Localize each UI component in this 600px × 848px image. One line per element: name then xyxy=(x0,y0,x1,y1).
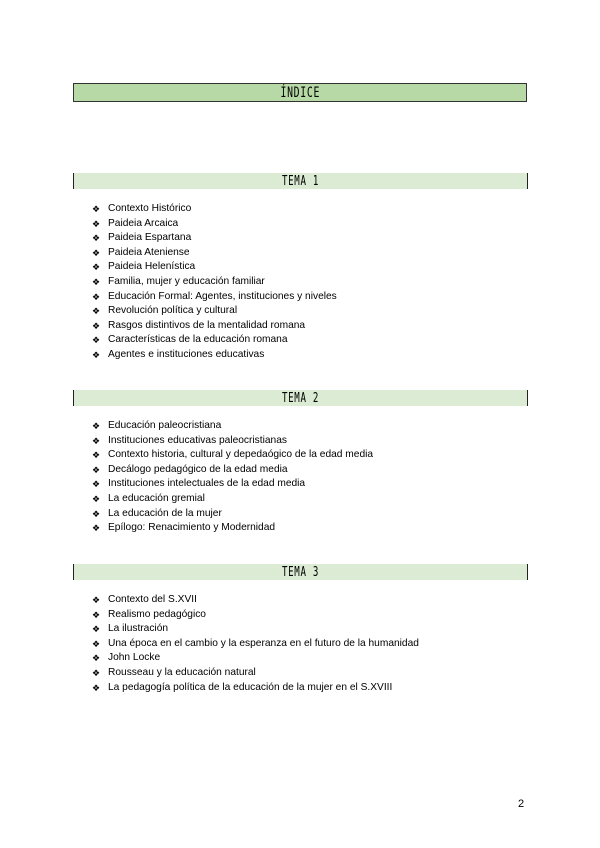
diamond-bullet-icon: ❖ xyxy=(92,291,101,302)
diamond-bullet-icon: ❖ xyxy=(92,508,101,519)
list-item xyxy=(92,651,419,666)
list-item-text: Familia, mujer y educación familiar xyxy=(108,275,265,287)
list-item xyxy=(92,622,419,637)
diamond-bullet-icon: ❖ xyxy=(92,653,101,664)
diamond-bullet-icon: ❖ xyxy=(92,595,101,605)
diamond-bullet-icon: ❖ xyxy=(92,204,101,214)
list-item-text: Paideia Espartana xyxy=(108,232,192,244)
tema-2-title: TEMA 2 xyxy=(281,390,320,406)
list-item xyxy=(92,521,373,536)
list-item-text: Instituciones intelectuales de la edad media xyxy=(108,478,306,490)
diamond-bullet-icon: ❖ xyxy=(92,233,101,244)
list-item-text: La educación gremial xyxy=(108,492,205,504)
list-item-text: Una época en el cambio y la esperanza en el futuro de la humanidad xyxy=(108,637,419,649)
index-heading-bar xyxy=(73,83,527,102)
diamond-bullet-icon: ❖ xyxy=(92,667,101,678)
list-item xyxy=(92,260,337,275)
list-item-text: Contexto del S.XVII xyxy=(108,594,197,605)
list-item-text: Educación paleocristiana xyxy=(108,420,222,431)
diamond-bullet-icon: ❖ xyxy=(92,349,101,360)
diamond-bullet-icon: ❖ xyxy=(92,479,101,490)
list-item-text: Instituciones educativas paleocristianas xyxy=(108,434,287,446)
list-item xyxy=(92,593,419,608)
diamond-bullet-icon: ❖ xyxy=(92,638,101,649)
list-item xyxy=(92,448,373,463)
tema-3-title: TEMA 3 xyxy=(281,564,320,580)
diamond-bullet-icon: ❖ xyxy=(92,335,101,346)
list-item-text: Revolución política y cultural xyxy=(108,305,238,317)
list-item-text: Rasgos distintivos de la mentalidad romana xyxy=(108,319,306,331)
diamond-bullet-icon: ❖ xyxy=(92,218,101,229)
tema-2-heading-bar xyxy=(73,390,528,406)
list-item xyxy=(92,637,419,652)
diamond-bullet-icon: ❖ xyxy=(92,523,101,534)
list-item xyxy=(92,608,419,623)
list-item xyxy=(92,275,337,290)
diamond-bullet-icon: ❖ xyxy=(92,276,101,287)
tema-1-heading-bar xyxy=(73,173,528,189)
tema-2-list xyxy=(92,419,373,536)
list-item-text: Educación Formal: Agentes, instituciones y niveles xyxy=(108,290,337,302)
list-item-text: Paideia Ateniense xyxy=(108,246,190,258)
list-item xyxy=(92,492,373,507)
index-title: ÍNDICE xyxy=(280,84,320,101)
list-item-text: Paideia Arcaica xyxy=(108,217,179,229)
list-item xyxy=(92,333,337,348)
list-item-text: Paideia Helenística xyxy=(108,261,196,273)
tema-3-list xyxy=(92,593,419,695)
diamond-bullet-icon: ❖ xyxy=(92,682,101,693)
list-item xyxy=(92,217,337,232)
list-item xyxy=(92,246,337,261)
diamond-bullet-icon: ❖ xyxy=(92,450,101,461)
diamond-bullet-icon: ❖ xyxy=(92,262,101,273)
diamond-bullet-icon: ❖ xyxy=(92,493,101,504)
list-item xyxy=(92,290,337,305)
tema-1-title: TEMA 1 xyxy=(281,173,320,189)
list-item-text: Epílogo: Renacimiento y Modernidad xyxy=(108,522,276,534)
list-item xyxy=(92,304,337,319)
list-item-text: Rousseau y la educación natural xyxy=(108,666,256,678)
list-item xyxy=(92,666,419,681)
list-item-text: La pedagogía política de la educación de la mujer en el S.XVIII xyxy=(108,681,393,693)
diamond-bullet-icon: ❖ xyxy=(92,247,101,258)
list-item xyxy=(92,202,337,217)
list-item-text: John Locke xyxy=(108,652,161,664)
list-item xyxy=(92,507,373,522)
list-item-text: Decálogo pedagógico de la edad media xyxy=(108,463,288,475)
diamond-bullet-icon: ❖ xyxy=(92,464,101,475)
list-item-text: Agentes e instituciones educativas xyxy=(108,348,265,360)
list-item-text: Características de la educación romana xyxy=(108,334,288,346)
diamond-bullet-icon: ❖ xyxy=(92,435,101,446)
tema-3-heading-bar xyxy=(73,564,528,580)
list-item xyxy=(92,231,337,246)
list-item-text: La ilustración xyxy=(108,623,169,635)
diamond-bullet-icon: ❖ xyxy=(92,421,101,431)
list-item-text: Contexto historia, cultural y depedaógico de la edad media xyxy=(108,449,374,461)
list-item xyxy=(92,681,419,696)
diamond-bullet-icon: ❖ xyxy=(92,609,101,620)
diamond-bullet-icon: ❖ xyxy=(92,624,101,635)
diamond-bullet-icon: ❖ xyxy=(92,320,101,331)
diamond-bullet-icon: ❖ xyxy=(92,306,101,317)
page-number: 2 xyxy=(518,798,525,810)
list-item xyxy=(92,463,373,478)
list-item xyxy=(92,419,373,434)
list-item-text: La educación de la mujer xyxy=(108,507,222,519)
tema-1-list xyxy=(92,202,337,363)
list-item xyxy=(92,319,337,334)
list-item-text: Contexto Histórico xyxy=(108,203,192,214)
list-item-text: Realismo pedagógico xyxy=(108,608,206,620)
list-item xyxy=(92,348,337,363)
list-item xyxy=(92,477,373,492)
list-item xyxy=(92,434,373,449)
